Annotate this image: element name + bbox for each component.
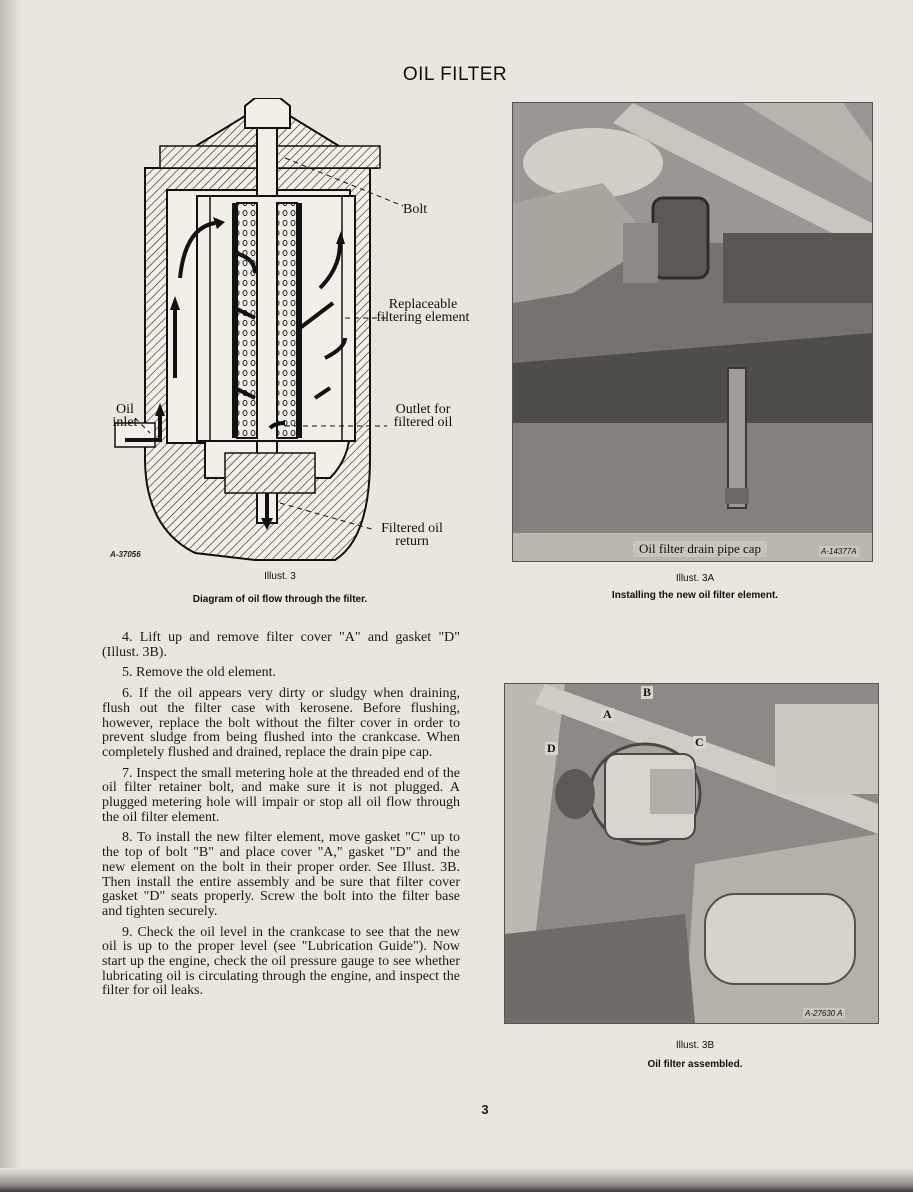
- label-filtered-oil-return: Filtered oil return: [381, 521, 443, 549]
- illust-3a-caption: [560, 573, 830, 601]
- illust-3a-number: Illust. 3A: [675, 573, 715, 584]
- photo-letter-c: C: [695, 735, 704, 749]
- photo-letter-d: D: [547, 741, 556, 755]
- photo-installing-element: [512, 102, 873, 562]
- instructions-text: [102, 631, 460, 1005]
- illust-3-caption: [130, 571, 430, 605]
- illust-3-number: Illust. 3: [264, 571, 296, 582]
- step-8: 8. To install the new filter element, move gasket "C" up to the top of bolt "B" and place cover "A," gasket "D" and the new element on the bolt in their proper order. See Illust. 3B. Then install the entire assembly and be sure that filter cover gasket "D" seats properly. Screw the bolt into the filter base and tighten securely.: [102, 830, 460, 919]
- illust-3-text: Diagram of oil flow through the filter.: [192, 594, 368, 605]
- diagram-code: A-37056: [110, 550, 141, 559]
- label-drain-pipe-cap: Oil filter drain pipe cap: [633, 541, 767, 557]
- page-bottom-shadow: [0, 1168, 913, 1192]
- oil-filter-cutaway-drawing: [105, 98, 475, 568]
- step-5: 5. Remove the old element.: [122, 665, 276, 681]
- step-7: 7. Inspect the small metering hole at the threaded end of the oil filter retainer bolt, and make sure it is not plugged. A plugged metering hole will impair or stop all oil flow through the oil filter element.: [102, 765, 460, 825]
- photo-3a-image: [513, 103, 872, 561]
- photo-filter-assembled: [504, 683, 879, 1024]
- photo-letter-a: A: [603, 707, 612, 721]
- photo-letter-b: B: [643, 685, 652, 699]
- label-replaceable-element: Replaceable filtering element: [376, 297, 470, 325]
- illust-3a-text: Installing the new oil filter element.: [611, 590, 779, 601]
- photo-3b-code: A-27630 A: [805, 1009, 843, 1018]
- photo-3b-image: [505, 684, 878, 1023]
- oil-filter-diagram: [105, 98, 475, 568]
- page-binding-edge: [0, 0, 22, 1192]
- label-outlet-filtered-oil: Outlet for filtered oil: [393, 402, 453, 430]
- step-4: 4. Lift up and remove filter cover "A" and gasket "D" (Illust. 3B).: [102, 630, 460, 660]
- label-bolt: Bolt: [403, 202, 428, 217]
- illust-3b-text: Oil filter assembled.: [647, 1059, 743, 1070]
- photo-3a-code: A-14377A: [821, 547, 857, 556]
- step-9: 9. Check the oil level in the crankcase to see that the new oil is up to the proper level (see "Lubrication Guide"). Now start up the engine, check the oil pressure gauge to see whether lubricating oil is circulating through the engine, and inspect the filter for oil leaks.: [102, 924, 460, 999]
- label-oil-inlet: Oil inlet: [112, 402, 138, 430]
- illust-3b-caption: [560, 1040, 830, 1070]
- page-number: 3: [481, 1102, 489, 1117]
- page-title: OIL FILTER: [402, 64, 508, 85]
- illust-3b-number: Illust. 3B: [675, 1040, 715, 1051]
- step-6: 6. If the oil appears very dirty or sludgy when draining, flush out the filter case with kerosene. Before flushing, however, replace the bolt without the filter cover in order to prevent sludge from being flushed into the crankcase. When completely flushed and drained, replace the drain pipe cap.: [102, 686, 460, 760]
